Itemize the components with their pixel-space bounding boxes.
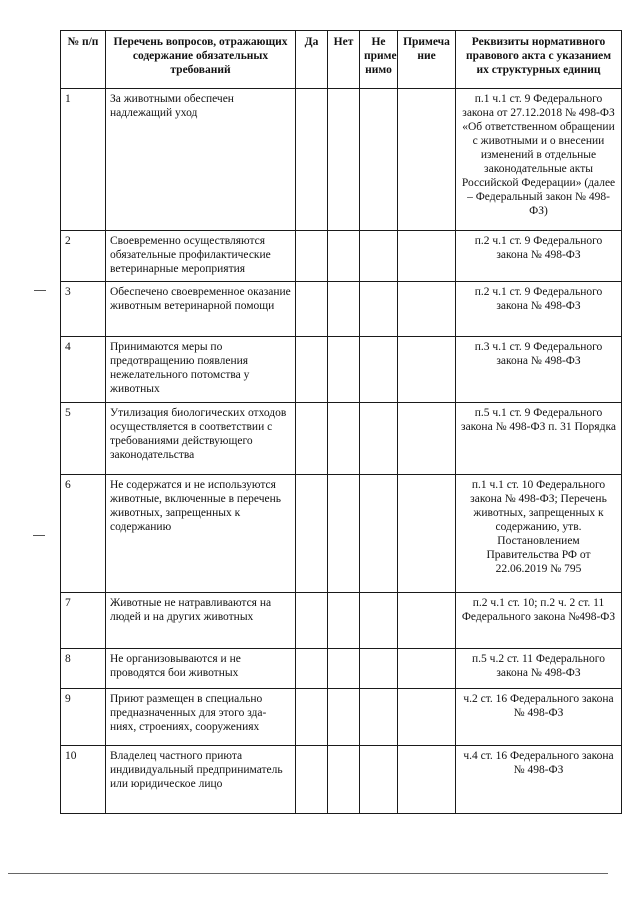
row-question: За животными обеспечен надлежащий уход bbox=[106, 89, 296, 231]
yes-cell[interactable] bbox=[296, 337, 328, 403]
table-row bbox=[61, 231, 622, 282]
note-cell[interactable] bbox=[398, 746, 456, 814]
yes-cell[interactable] bbox=[296, 475, 328, 593]
note-cell[interactable] bbox=[398, 89, 456, 231]
table-row bbox=[61, 475, 622, 593]
row-ref: п.1 ч.1 ст. 9 Федерального закона от 27.12.2018 № 498-ФЗ «Об ответственном обращении с животными и о внесении изменений в отдельные законодательные акты Российской Федерации» (далее – Федеральный закон № 498-ФЗ) bbox=[456, 89, 622, 231]
row-question: Приют размещен в специально предназначенных для этого зда-ниях, строениях, сооружениях bbox=[106, 689, 296, 746]
table-row bbox=[61, 689, 622, 746]
row-question: Не организовываются и не проводятся бои животных bbox=[106, 649, 296, 689]
na-cell[interactable] bbox=[360, 282, 398, 337]
note-cell[interactable] bbox=[398, 403, 456, 475]
row-num: 4 bbox=[61, 337, 106, 403]
scan-artifact-mark bbox=[34, 290, 46, 291]
no-cell[interactable] bbox=[328, 231, 360, 282]
no-cell[interactable] bbox=[328, 689, 360, 746]
yes-cell[interactable] bbox=[296, 593, 328, 649]
row-ref: п.5 ч.2 ст. 11 Федерального закона № 498-ФЗ bbox=[456, 649, 622, 689]
table-row bbox=[61, 337, 622, 403]
row-ref: п.5 ч.1 ст. 9 Федерального закона № 498-ФЗ п. 31 Порядка bbox=[456, 403, 622, 475]
row-num: 7 bbox=[61, 593, 106, 649]
no-cell[interactable] bbox=[328, 475, 360, 593]
yes-cell[interactable] bbox=[296, 746, 328, 814]
row-num: 10 bbox=[61, 746, 106, 814]
na-cell[interactable] bbox=[360, 649, 398, 689]
row-ref: п.1 ч.1 ст. 10 Федерального закона № 498-ФЗ; Перечень животных, запрещенных к содержанию, утв. Постановлением Правительства РФ от 22.06.2019 № 795 bbox=[456, 475, 622, 593]
row-question: Не содержатся и не используются животные, включенные в перечень животных, запрещенных к содержанию bbox=[106, 475, 296, 593]
table-row bbox=[61, 282, 622, 337]
yes-cell[interactable] bbox=[296, 231, 328, 282]
row-num: 2 bbox=[61, 231, 106, 282]
na-cell[interactable] bbox=[360, 475, 398, 593]
table-row bbox=[61, 593, 622, 649]
row-num: 1 bbox=[61, 89, 106, 231]
no-cell[interactable] bbox=[328, 649, 360, 689]
header-ref: Реквизиты нормативного правового акта с указанием их структурных единиц bbox=[456, 31, 622, 89]
no-cell[interactable] bbox=[328, 337, 360, 403]
row-ref: п.3 ч.1 ст. 9 Федерального закона № 498-ФЗ bbox=[456, 337, 622, 403]
na-cell[interactable] bbox=[360, 403, 398, 475]
note-cell[interactable] bbox=[398, 475, 456, 593]
row-num: 9 bbox=[61, 689, 106, 746]
yes-cell[interactable] bbox=[296, 649, 328, 689]
row-num: 5 bbox=[61, 403, 106, 475]
row-ref: п.2 ч.1 ст. 9 Федерального закона № 498-ФЗ bbox=[456, 231, 622, 282]
table-row bbox=[61, 403, 622, 475]
yes-cell[interactable] bbox=[296, 282, 328, 337]
row-ref: п.2 ч.1 ст. 10; п.2 ч. 2 ст. 11 Федерального закона №498-ФЗ bbox=[456, 593, 622, 649]
row-ref: п.2 ч.1 ст. 9 Федерального закона № 498-ФЗ bbox=[456, 282, 622, 337]
checklist-table bbox=[60, 30, 622, 814]
table-row bbox=[61, 89, 622, 231]
no-cell[interactable] bbox=[328, 593, 360, 649]
na-cell[interactable] bbox=[360, 689, 398, 746]
row-question: Животные не натравливаются на людей и на других животных bbox=[106, 593, 296, 649]
header-na: Не приме нимо bbox=[360, 31, 398, 89]
yes-cell[interactable] bbox=[296, 403, 328, 475]
note-cell[interactable] bbox=[398, 649, 456, 689]
row-question: Своевременно осуществляются обязательные профилактические ветеринарные мероприятия bbox=[106, 231, 296, 282]
page-bottom-rule bbox=[8, 873, 608, 874]
row-question: Принимаются меры по предотвращению появления нежелательного потомства у животных bbox=[106, 337, 296, 403]
row-num: 8 bbox=[61, 649, 106, 689]
header-num: № п/п bbox=[61, 31, 106, 89]
note-cell[interactable] bbox=[398, 282, 456, 337]
na-cell[interactable] bbox=[360, 89, 398, 231]
na-cell[interactable] bbox=[360, 746, 398, 814]
na-cell[interactable] bbox=[360, 337, 398, 403]
row-ref: ч.4 ст. 16 Федерального закона № 498-ФЗ bbox=[456, 746, 622, 814]
no-cell[interactable] bbox=[328, 282, 360, 337]
row-question: Обеспечено своевременное оказание животным ветеринарной помощи bbox=[106, 282, 296, 337]
no-cell[interactable] bbox=[328, 89, 360, 231]
header-row bbox=[61, 31, 622, 89]
yes-cell[interactable] bbox=[296, 89, 328, 231]
row-num: 3 bbox=[61, 282, 106, 337]
header-note: Примеча ние bbox=[398, 31, 456, 89]
header-yes: Да bbox=[296, 31, 328, 89]
note-cell[interactable] bbox=[398, 337, 456, 403]
row-ref: ч.2 ст. 16 Федерального закона № 498-ФЗ bbox=[456, 689, 622, 746]
note-cell[interactable] bbox=[398, 593, 456, 649]
table-row bbox=[61, 649, 622, 689]
yes-cell[interactable] bbox=[296, 689, 328, 746]
row-question: Владелец частного приюта индивидуальный предприниматель или юридическое лицо bbox=[106, 746, 296, 814]
no-cell[interactable] bbox=[328, 746, 360, 814]
na-cell[interactable] bbox=[360, 593, 398, 649]
na-cell[interactable] bbox=[360, 231, 398, 282]
no-cell[interactable] bbox=[328, 403, 360, 475]
row-num: 6 bbox=[61, 475, 106, 593]
table-row bbox=[61, 746, 622, 814]
header-no: Нет bbox=[328, 31, 360, 89]
note-cell[interactable] bbox=[398, 689, 456, 746]
scan-artifact-mark bbox=[33, 535, 45, 536]
row-question: Утилизация биологических отходов осуществляется в соответствии с требованиями действующего законодательства bbox=[106, 403, 296, 475]
note-cell[interactable] bbox=[398, 231, 456, 282]
header-question: Перечень вопросов, отражающих содержание обязательных требований bbox=[106, 31, 296, 89]
